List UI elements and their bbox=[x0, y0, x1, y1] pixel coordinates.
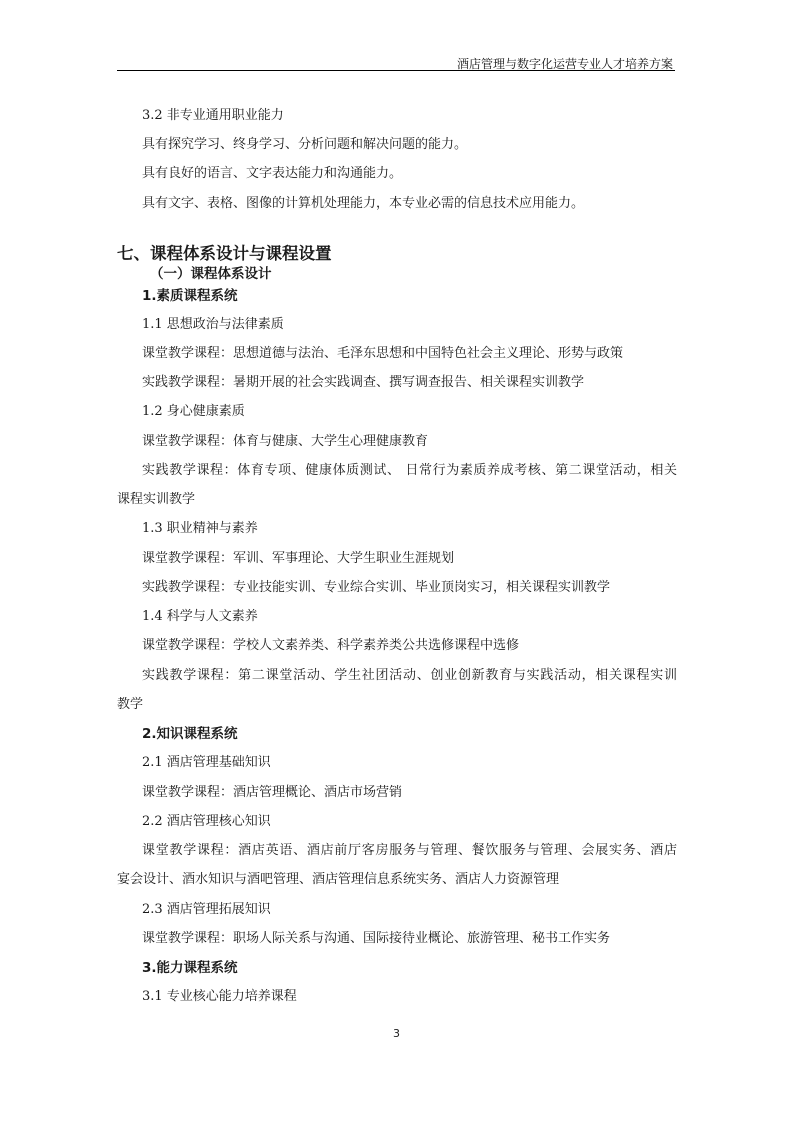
section-1-1-title: 1.1 思想政治与法律素质 bbox=[142, 317, 284, 332]
paragraph-continuation: 宴会设计、酒水知识与酒吧管理、酒店管理信息系统实务、酒店人力资源管理 bbox=[117, 872, 560, 887]
section-3-2-title: 3.2 非专业通用职业能力 bbox=[142, 108, 284, 123]
paragraph: 实践教学课程：第二课堂活动、学生社团活动、创业创新教育与实践活动，相关课程实训 bbox=[142, 668, 677, 683]
paragraph-continuation: 教学 bbox=[117, 697, 144, 712]
section-2-2-title: 2.2 酒店管理核心知识 bbox=[142, 814, 271, 829]
paragraph: 课堂教学课程：思想道德与法治、毛泽东思想和中国特色社会主义理论、形势与政策 bbox=[142, 346, 624, 361]
section-1-2-title: 1.2 身心健康素质 bbox=[142, 404, 245, 419]
paragraph: 具有良好的语言、文字表达能力和沟通能力。 bbox=[142, 166, 403, 181]
paragraph: 课堂教学课程：学校人文素养类、科学素养类公共选修课程中选修 bbox=[142, 638, 520, 653]
section-3-1-title: 3.1 专业核心能力培养课程 bbox=[142, 989, 297, 1004]
paragraph: 实践教学课程：体育专项、健康体质测试、 日常行为素质养成考核、第二课堂活动，相关 bbox=[142, 463, 677, 478]
paragraph-continuation: 课程实训教学 bbox=[117, 492, 196, 507]
section-1-4-title: 1.4 科学与人文素养 bbox=[142, 609, 258, 624]
subsection-heading: （一）课程体系设计 bbox=[150, 266, 272, 282]
paragraph: 具有文字、表格、图像的计算机处理能力，本专业必需的信息技术应用能力。 bbox=[142, 196, 585, 211]
paragraph: 课堂教学课程：酒店英语、酒店前厅客房服务与管理、餐饮服务与管理、会展实务、酒店 bbox=[142, 843, 677, 858]
system-2-heading: 2.知识课程系统 bbox=[142, 726, 238, 742]
page-header bbox=[117, 56, 675, 71]
system-1-heading: 1.素质课程系统 bbox=[142, 288, 238, 304]
chapter-7-heading: 七、课程体系设计与课程设置 bbox=[117, 244, 332, 263]
page-number: 3 bbox=[393, 1027, 400, 1040]
paragraph: 实践教学课程：专业技能实训、专业综合实训、毕业顶岗实习，相关课程实训教学 bbox=[142, 580, 611, 595]
paragraph: 课堂教学课程：职场人际关系与沟通、国际接待业概论、旅游管理、秘书工作实务 bbox=[142, 931, 611, 946]
paragraph: 课堂教学课程：体育与健康、大学生心理健康教育 bbox=[142, 434, 429, 449]
paragraph: 课堂教学课程：酒店管理概论、酒店市场营销 bbox=[142, 785, 403, 800]
paragraph: 具有探究学习、终身学习、分析问题和解决问题的能力。 bbox=[142, 137, 468, 152]
system-3-heading: 3.能力课程系统 bbox=[142, 960, 238, 976]
paragraph: 实践教学课程：暑期开展的社会实践调查、撰写调查报告、相关课程实训教学 bbox=[142, 375, 585, 390]
section-1-3-title: 1.3 职业精神与素养 bbox=[142, 521, 258, 536]
section-2-3-title: 2.3 酒店管理拓展知识 bbox=[142, 902, 271, 917]
paragraph: 课堂教学课程：军训、军事理论、大学生职业生涯规划 bbox=[142, 551, 455, 566]
header-title: 酒店管理与数字化运营专业人才培养方案 bbox=[456, 57, 673, 71]
section-2-1-title: 2.1 酒店管理基础知识 bbox=[142, 755, 271, 770]
